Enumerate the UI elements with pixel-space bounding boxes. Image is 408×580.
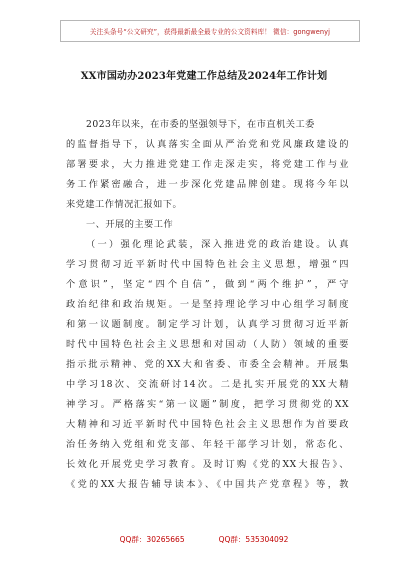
body-line: 治任务纳入党组和党支部、年轻干部学习计划，常态化、: [66, 439, 349, 450]
body-line: 大精神和习近平新时代中国特色社会主义思想作为首要政: [66, 419, 349, 430]
body-line: 2023年以来，在市委的坚强领导下，在市直机关工委: [86, 119, 315, 130]
body-line: 政治纪律和政治规矩。一是坚持理论学习中心组学习制度: [66, 299, 349, 310]
section-heading: 一、开展的主要工作: [86, 219, 174, 230]
body-line: （一）强化理论武装，深入推进党的政治建设。认真: [86, 239, 349, 250]
body-line: 《党的XX大报告辅导读本》、《中国共产党章程》等，教: [66, 479, 349, 490]
promo-banner-text: 关注头条号“公文研究”，获得最新最全最专业的公文资料库！ 微信：gongwenyj: [89, 28, 331, 36]
qq-group-2: QQ群：535304092: [218, 535, 289, 544]
body-line: 部署要求，大力推进党建工作走深走实，将党建工作与业: [66, 159, 349, 170]
body-line: 指示批示精神、党的XX大和省委、市委全会精神。开展集: [66, 359, 349, 370]
body-line: 的监督指导下，认真落实全面从严治党和党风廉政建设的: [66, 139, 349, 150]
body-line: 学习贯彻习近平新时代中国特色社会主义思想，增强“四: [66, 259, 349, 270]
document-title: XX市国动办2023年党建工作总结及2024年工作计划: [80, 71, 328, 82]
body-line: 中学习18次、交流研讨14次。二是扎实开展党的XX大精: [66, 379, 349, 390]
promo-banner: [60, 20, 360, 42]
body-line: 务工作紧密融合，进一步深化党建品牌创建。现将今年以: [66, 179, 349, 190]
body-line: 时代中国特色社会主义思想和对国动（人防）领域的重要: [66, 339, 349, 350]
qq-group-1: QQ群：30265665: [119, 535, 185, 544]
body-line: 来党建工作情况汇报如下。: [66, 199, 183, 210]
body-line: 长效化开展党史学习教育。及时订购《党的XX大报告》、: [66, 459, 349, 470]
footer-qq-groups: [0, 534, 408, 545]
body-line: 个意识”，坚定“四个自信”，做到“两个维护”，严守: [66, 279, 349, 290]
body-line: 和第一议题制度。制定学习计划，认真学习贯彻习近平新: [66, 319, 349, 330]
body-line: 神学习。严格落实“第一议题”制度，把学习贯彻党的XX: [66, 399, 349, 410]
